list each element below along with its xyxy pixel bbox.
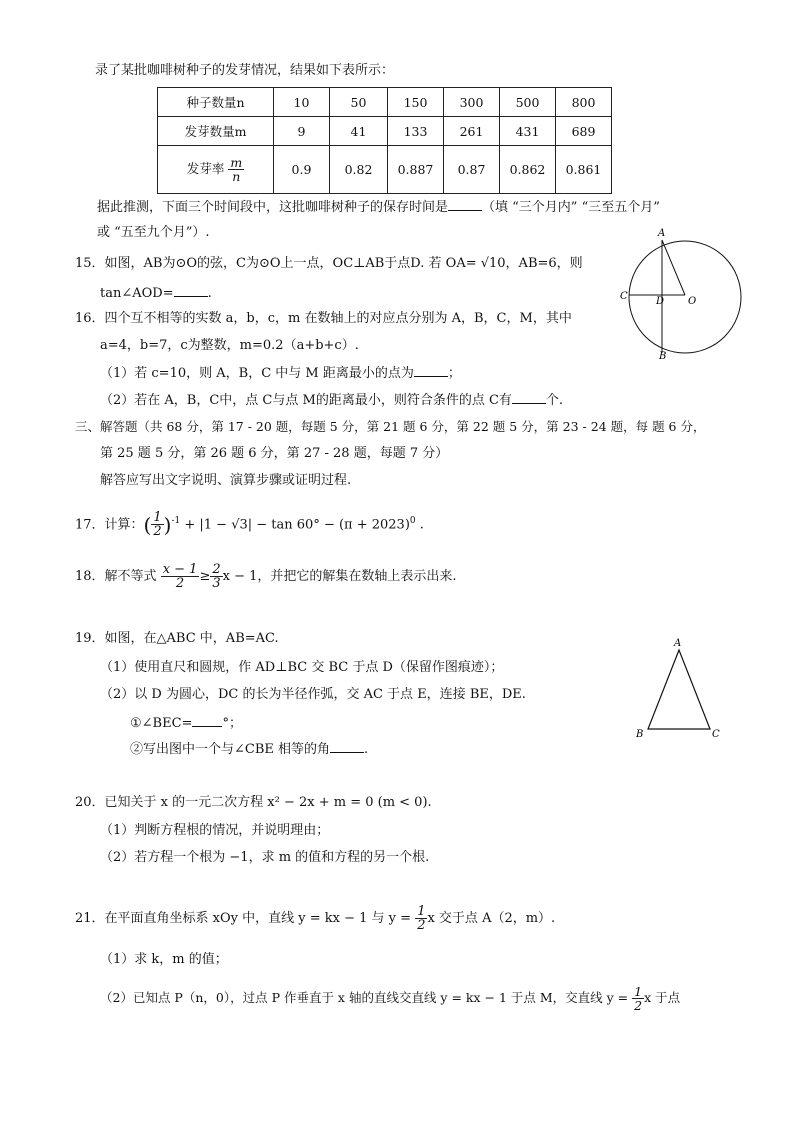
answer-blank	[414, 364, 448, 377]
half-fraction	[632, 985, 644, 1012]
q16-part2: （2）若在 A，B，C中，点 C与点 M的距离最小，则符合条件的点 C有	[100, 393, 512, 408]
table-cell: 0.861	[556, 146, 612, 194]
table-cell: 133	[388, 117, 444, 146]
table-cell: 10	[274, 88, 330, 117]
table-cell: 0.862	[500, 146, 556, 194]
rate-label: 发芽率	[186, 161, 225, 176]
q19-part1-end: °；	[222, 716, 242, 731]
q21-line1	[75, 904, 555, 934]
q16-part1: （1）若 c=10，则 A，B，C 中与 M 距离最小的点为	[100, 366, 414, 381]
fraction-numerator: x − 1	[162, 562, 198, 577]
exponent: -1	[171, 516, 181, 526]
label-a: A	[658, 228, 666, 239]
exponent: 0	[409, 516, 416, 526]
row-label-germinated: 发芽数量m	[158, 117, 274, 146]
q20-line2: （1）判断方程根的情况，并说明理由；	[100, 823, 330, 838]
answer-blank	[192, 714, 222, 727]
label-c: C	[712, 729, 720, 740]
q17-line: 17．计算：( $\frac{1}{2}$ )$^{-1} + |1 - √3| - \tan 60^\circ - (\pi + 2023)^0$ .	[75, 510, 424, 540]
label-d: D	[656, 296, 665, 307]
row-label-rate	[158, 146, 274, 194]
rate-fraction	[228, 156, 244, 183]
q21-text-d: x 于点	[644, 990, 681, 1005]
half-fraction	[415, 905, 427, 932]
table-cell: 50	[330, 88, 388, 117]
fraction-numerator: 1	[153, 510, 162, 526]
row-label-seeds: 种子数量n	[158, 88, 274, 117]
fraction-denominator: 2	[175, 576, 185, 591]
q19-part2: ②写出图中一个与∠CBE 相等的角	[130, 742, 331, 757]
fraction-2	[210, 563, 222, 590]
q16-line1: 16．四个互不相等的实数 a，b，c，m 在数轴上的对应点分别为 A，B，C，M，其中	[75, 311, 572, 326]
q20-line1: 20．已知关于 x 的一元二次方程 x² − 2x + m = 0 (m < 0).	[75, 795, 432, 810]
fraction-denominator: 2	[153, 524, 162, 540]
q16-part2-end: 个.	[545, 393, 564, 408]
intro-text: 录了某批咖啡树种子的发芽情况，结果如下表所示：	[95, 63, 395, 78]
label-c: C	[620, 291, 628, 302]
label-b: B	[659, 351, 667, 362]
q19-line1: 19．如图，在△ABC 中，AB=AC.	[75, 631, 279, 646]
q19-line2: （1）使用直尺和圆规，作 AD⊥BC 交 BC 于点 D（保留作图痕迹）；	[100, 660, 504, 675]
table-cell: 41	[330, 117, 388, 146]
table-cell: 0.887	[388, 146, 444, 194]
fraction-numerator: m	[230, 155, 243, 170]
q19-part2-end: .	[364, 742, 369, 757]
label-a: A	[674, 638, 682, 649]
fraction-numerator: 1	[417, 904, 426, 919]
q14-line1	[97, 198, 660, 217]
fraction-denominator: 2	[417, 918, 426, 933]
table-cell: 300	[444, 88, 500, 117]
q18-prefix: 18．解不等式	[75, 569, 161, 584]
table-cell: 800	[556, 88, 612, 117]
q17-rest: + |1 − √3| − tan 60° − (π + 2023)	[180, 517, 410, 533]
q19-line5	[130, 740, 368, 759]
table-cell: 0.82	[330, 146, 388, 194]
q18-rest: x − 1，并把它的解集在数轴上表示出来.	[222, 569, 457, 584]
q14-text-b: （填 “三个月内” “三至五个月”	[482, 200, 660, 215]
table-cell: 9	[274, 117, 330, 146]
q16-line3	[100, 364, 461, 383]
table-cell: 431	[500, 117, 556, 146]
germination-table	[157, 87, 612, 194]
triangle-abc	[648, 650, 710, 729]
q21-line2: （1）求 k，m 的值；	[100, 952, 228, 967]
circle-o	[629, 241, 741, 353]
fraction-denominator: 2	[634, 998, 643, 1013]
answer-blank	[512, 391, 546, 404]
table-cell: 0.9	[274, 146, 330, 194]
q16-part1-end: ；	[447, 366, 461, 381]
label-b: B	[636, 729, 644, 740]
table-cell: 261	[444, 117, 500, 146]
table-cell: 689	[556, 117, 612, 146]
q20-line3: （2）若方程一个根为 −1，求 m 的值和方程的另一个根.	[100, 850, 430, 865]
q21-line3	[100, 983, 680, 1013]
answer-blank	[330, 740, 364, 753]
fraction-numerator: 2	[212, 562, 221, 577]
answer-blank	[174, 284, 208, 297]
q15-text: tan∠AOD=	[100, 286, 174, 301]
q14-text-a: 据此推测，下面三个时间段中，这批咖啡树种子的保存时间是	[97, 200, 449, 215]
fraction-numerator: 1	[634, 984, 643, 999]
section3-line2: 第 25 题 5 分，第 26 题 6 分，第 27 - 28 题，每题 7 分）	[100, 446, 449, 461]
table-cell: 0.87	[444, 146, 500, 194]
q14-line2: 或 “五至九个月”）.	[97, 225, 210, 240]
q19-line3: （2）以 D 为圆心，DC 的长为半径作弧，交 AC 于点 E，连接 BE，DE.	[100, 687, 526, 702]
geq-sign: ≥	[199, 569, 211, 584]
q17-end: .	[415, 517, 424, 533]
q16-line4	[100, 391, 563, 410]
fraction-denominator: 3	[212, 576, 221, 591]
q21-text-a: 21．在平面直角坐标系 xOy 中，直线 y = kx − 1 与 y =	[75, 911, 416, 926]
circle-figure	[612, 225, 752, 365]
q21-text-b: x 交于点 A（2，m）.	[427, 911, 556, 926]
q15-line2	[100, 284, 212, 303]
answer-blank	[448, 198, 482, 211]
q19-line4	[130, 714, 242, 733]
table-cell: 150	[388, 88, 444, 117]
q19-part1: ①∠BEC=	[130, 716, 193, 731]
half-fraction	[151, 511, 163, 538]
q17-prefix: 17．计算：	[75, 517, 144, 533]
q21-text-c: （2）已知点 P（n，0），过点 P 作垂直于 x 轴的直线交直线 y = kx − 1 于点 M，交直线 y =	[100, 990, 633, 1005]
fraction-1	[161, 563, 200, 590]
triangle-figure	[630, 632, 726, 744]
segment-oa	[662, 240, 685, 295]
q16-line2: a=4，b=7，c为整数，m=0.2（a+b+c）.	[100, 338, 359, 353]
section3-line3: 解答应写出文字说明、演算步骤或证明过程.	[100, 473, 352, 488]
q15-end: .	[207, 286, 212, 301]
label-o: O	[688, 296, 697, 307]
table-cell: 500	[500, 88, 556, 117]
section3-heading: 三、解答题（共 68 分，第 17 - 20 题，每题 5 分，第 21 题 6 分，第 22 题 5 分，第 23 - 24 题，每 题 6 分，	[75, 419, 706, 434]
q15-line1: 15．如图，AB为⊙O的弦，C为⊙O上一点，OC⊥AB于点D. 若 OA= √10，AB=6，则	[75, 256, 583, 271]
fraction-denominator: n	[232, 169, 241, 184]
q18-line	[75, 562, 457, 592]
